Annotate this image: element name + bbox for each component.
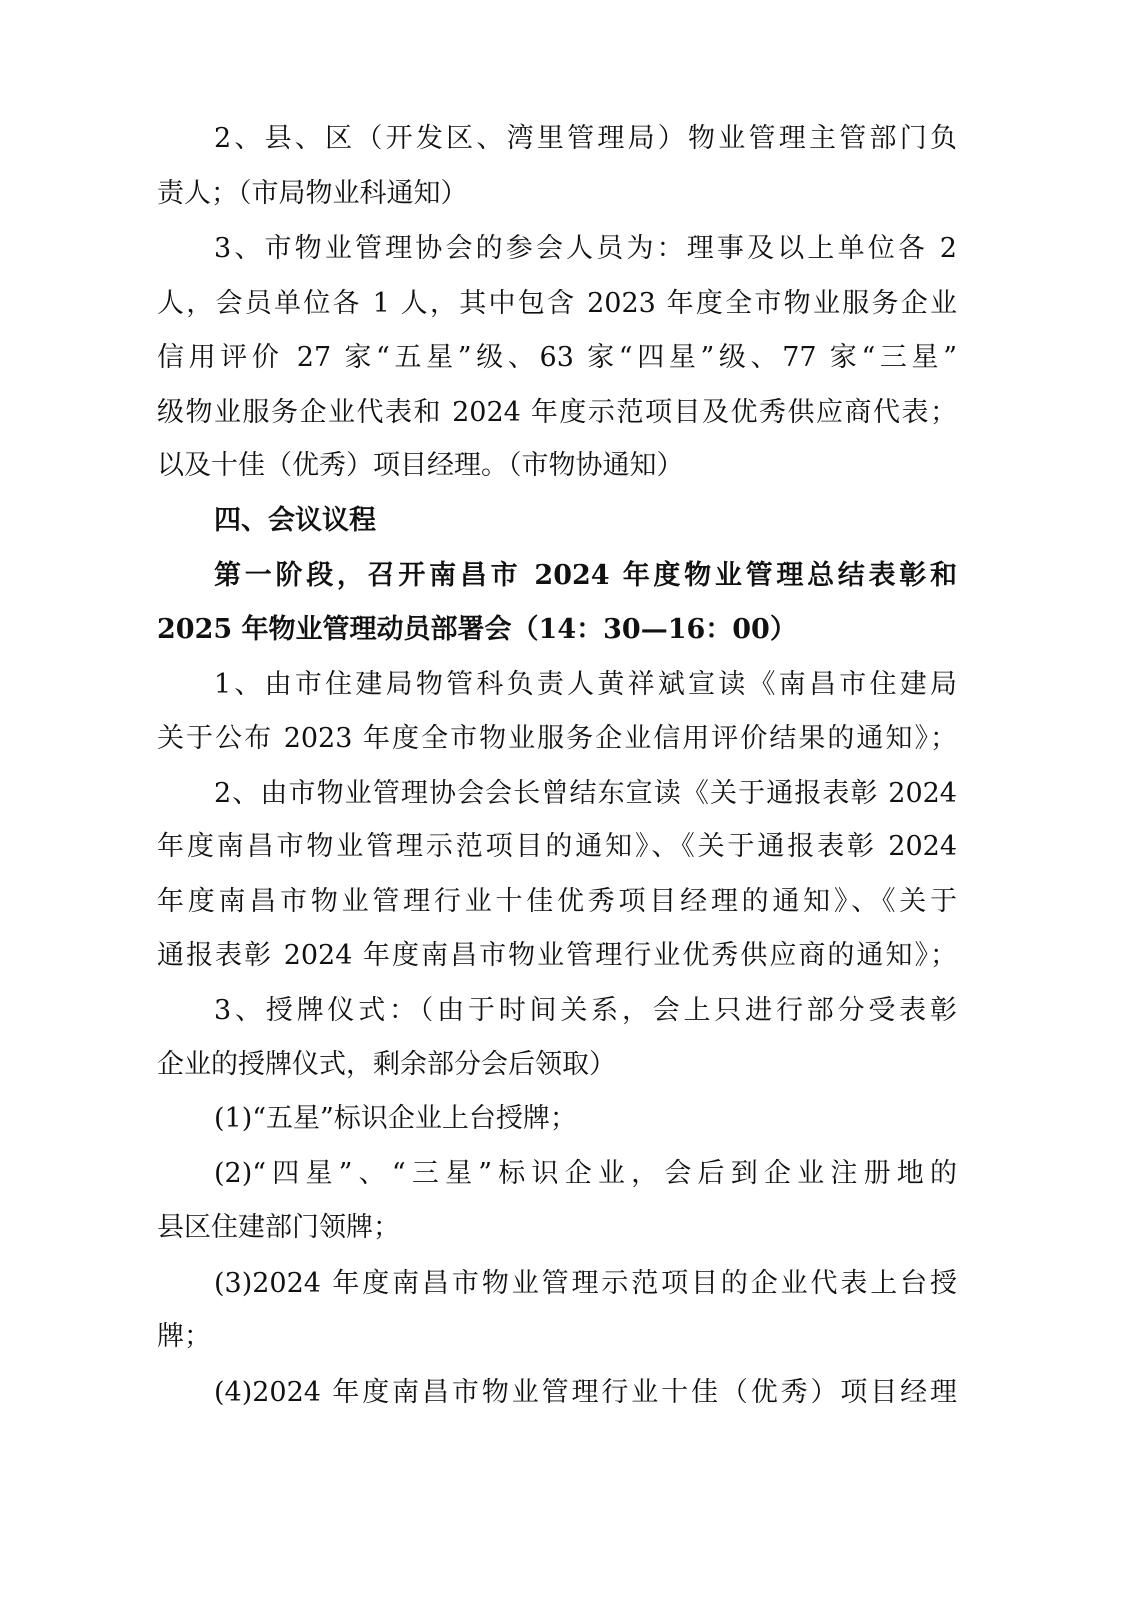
section-heading-line: 四、会议议程 xyxy=(214,505,376,536)
paragraph-line: 人，会员单位各 1 人，其中包含 2023 年度全市物业服务企业 xyxy=(157,288,957,319)
paragraph-line: 县区住建部门领牌； xyxy=(157,1212,400,1243)
paragraph-line: 企业的授牌仪式，剩余部分会后领取） xyxy=(157,1049,616,1080)
paragraph-line: 2、县、区（开发区、湾里管理局）物业管理主管部门负 xyxy=(214,123,957,154)
paragraph-line: (2)“四星”、“三星”标识企业，会后到企业注册地的 xyxy=(214,1158,957,1189)
paragraph-line: (4)2024 年度南昌市物业管理行业十佳（优秀）项目经理 xyxy=(214,1377,957,1408)
paragraph-line: 年度南昌市物业管理行业十佳优秀项目经理的通知》、《关于 xyxy=(157,886,957,917)
paragraph-line: 信用评价 27 家“五星”级、63 家“四星”级、77 家“三星” xyxy=(157,342,957,373)
paragraph-line: 级物业服务企业代表和 2024 年度示范项目及优秀供应商代表； xyxy=(157,397,957,428)
paragraph-line: 以及十佳（优秀）项目经理。（市物协通知） xyxy=(157,450,684,481)
paragraph-line: 责人；（市局物业科通知） xyxy=(157,178,468,209)
paragraph-line: (3)2024 年度南昌市物业管理示范项目的企业代表上台授 xyxy=(214,1268,957,1299)
paragraph-line: 年度南昌市物业管理示范项目的通知》、《关于通报表彰 2024 xyxy=(157,831,957,862)
paragraph-line: 1、由市住建局物管科负责人黄祥斌宣读《南昌市住建局 xyxy=(214,669,957,700)
paragraph-line: 3、授牌仪式：（由于时间关系，会上只进行部分受表彰 xyxy=(214,995,957,1026)
section-heading-line: 2025 年物业管理动员部署会（14：30—16：00） xyxy=(157,614,797,645)
paragraph-line: 关于公布 2023 年度全市物业服务企业信用评价结果的通知》； xyxy=(157,723,957,754)
paragraph-line: 牌； xyxy=(157,1321,211,1352)
paragraph-line: 3、市物业管理协会的参会人员为：理事及以上单位各 2 xyxy=(214,233,957,264)
paragraph-line: (1)“五星”标识企业上台授牌； xyxy=(214,1103,577,1134)
paragraph-line: 2、由市物业管理协会会长曾结东宣读《关于通报表彰 2024 xyxy=(214,778,957,809)
section-heading-line: 第一阶段，召开南昌市 2024 年度物业管理总结表彰和 xyxy=(214,560,957,591)
paragraph-line: 通报表彰 2024 年度南昌市物业管理行业优秀供应商的通知》； xyxy=(157,940,957,971)
